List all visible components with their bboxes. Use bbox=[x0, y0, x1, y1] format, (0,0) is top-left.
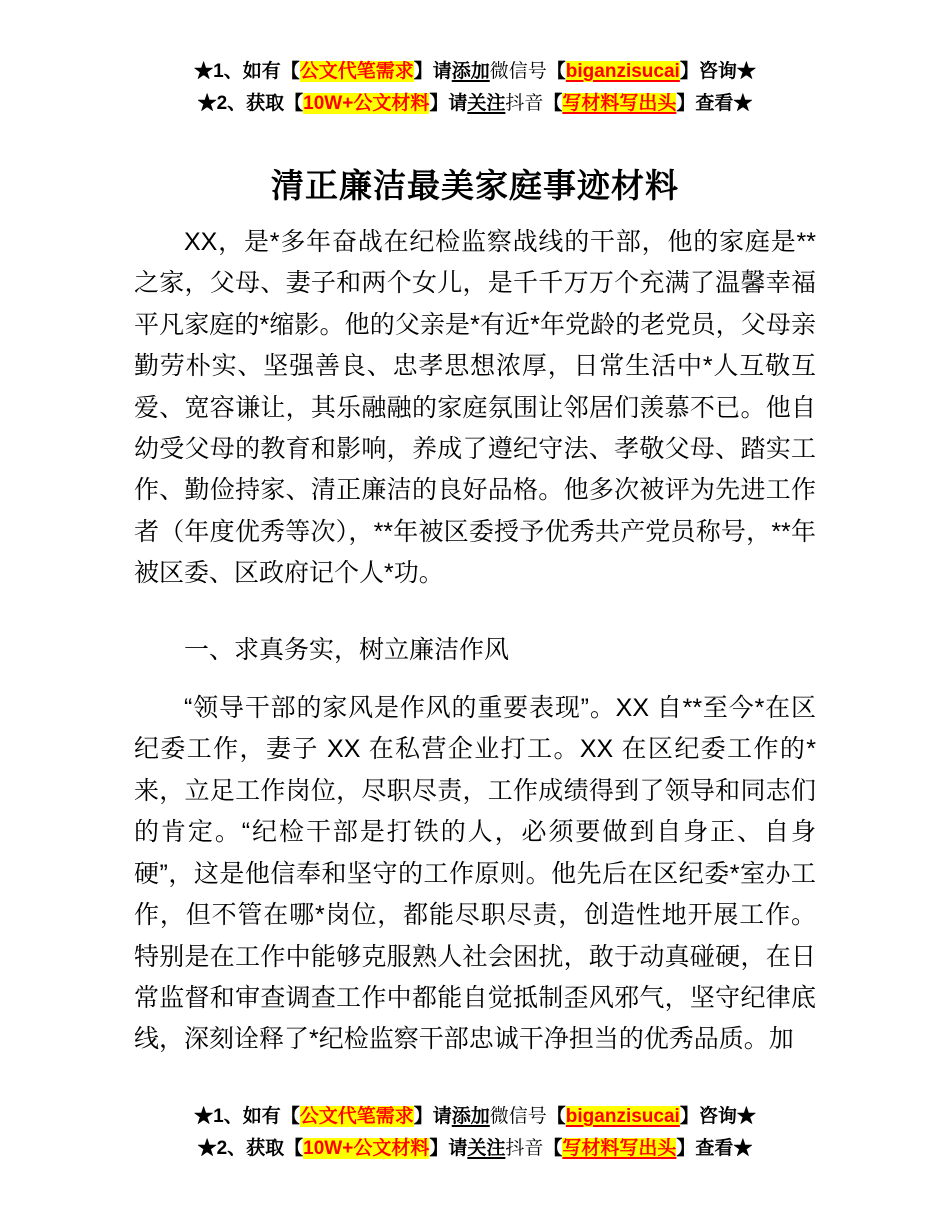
promo-line2-prefix: ★2、获取【 bbox=[197, 93, 304, 114]
promo-line2-underline-follow: 关注 bbox=[467, 93, 506, 114]
document-body bbox=[134, 222, 816, 1061]
promo-line1-suffix: 】咨询★ bbox=[679, 61, 756, 82]
header-promo-line-2 bbox=[0, 88, 950, 120]
promo-line1-bracket: 【 bbox=[546, 1106, 566, 1127]
section-heading-1: 一、求真务实，树立廉洁作风 bbox=[184, 635, 510, 664]
promo-line1-wechat-id: biganzisucai bbox=[565, 1106, 680, 1127]
promo-line2-highlight-material: 10W+公文材料 bbox=[303, 93, 430, 114]
promo-line2-mid1: 】请 bbox=[429, 93, 468, 114]
promo-line2-mid1: 】请 bbox=[429, 1138, 468, 1159]
footer-promo-line-2 bbox=[0, 1133, 950, 1165]
document-title: 清正廉洁最美家庭事迹材料 bbox=[271, 167, 679, 204]
paragraph-intro: XX，是*多年奋战在纪检监察战线的干部，他的家庭是**之家，父母、妻子和两个女儿，是千千万万个充满了温馨幸福平凡家庭的*缩影。他的父亲是*有近*年党龄的老党员，父母亲勤劳朴实、坚强善良、忠孝思想浓厚，日常生活中*人互敬互爱、宽容谦让，其乐融融的家庭氛围让邻居们羡慕不已。他自幼受父母的教育和影响，养成了遵纪守法、孝敬父母、踏实工作、勤俭持家、清正廉洁的良好品格。他多次被评为先进工作者（年度优秀等次），**年被区委授予优秀共产党员称号，**年被区委、区政府记个人*功。 bbox=[134, 228, 816, 588]
promo-line1-wechat-id: biganzisucai bbox=[565, 61, 680, 82]
header-promo-banner bbox=[0, 56, 950, 120]
promo-line2-bracket: 【 bbox=[543, 1138, 563, 1159]
promo-line2-suffix: 】查看★ bbox=[676, 93, 753, 114]
promo-line1-underline-add: 添加 bbox=[451, 1106, 490, 1127]
promo-line1-mid1: 】请 bbox=[413, 1106, 452, 1127]
promo-line1-wechat-label: 微信号 bbox=[489, 1106, 547, 1127]
promo-line2-douyin-label: 抖音 bbox=[505, 93, 544, 114]
header-promo-line-1 bbox=[0, 56, 950, 88]
promo-line2-prefix: ★2、获取【 bbox=[197, 1138, 304, 1159]
footer-promo-line-1 bbox=[0, 1101, 950, 1133]
promo-line2-douyin-id: 写材料写出头 bbox=[562, 1138, 677, 1159]
paragraph-section-1: “领导干部的家风是作风的重要表现”。XX 自**至今*在区纪委工作，妻子 XX 在私营企业打工。XX 在区纪委工作的*来，立足工作岗位，尽职尽责，工作成绩得到了领导和同志们的肯定。“纪检干部是打铁的人，必须要做到自身正、自身硬”，这是他信奉和坚守的工作原则。他先后在区纪委*室办工作，但不管在哪*岗位，都能尽职尽责，创造性地开展工作。特别是在工作中能够克服熟人社会困扰，敢于动真碰硬，在日常监督和审查调查工作中都能自觉抵制歪风邪气，坚守纪律底线，深刻诠释了*纪检监察干部忠诚干净担当的优秀品质。加 bbox=[134, 694, 816, 1054]
promo-line2-bracket: 【 bbox=[543, 93, 563, 114]
promo-line1-bracket: 【 bbox=[546, 61, 566, 82]
promo-line2-highlight-material: 10W+公文材料 bbox=[303, 1138, 430, 1159]
promo-line2-underline-follow: 关注 bbox=[467, 1138, 506, 1159]
promo-line1-underline-add: 添加 bbox=[451, 61, 490, 82]
promo-line1-mid1: 】请 bbox=[413, 61, 452, 82]
footer-promo-banner bbox=[0, 1101, 950, 1165]
promo-line1-prefix: ★1、如有【 bbox=[194, 61, 300, 82]
promo-line1-highlight-service: 公文代笔需求 bbox=[299, 1106, 414, 1127]
promo-line1-prefix: ★1、如有【 bbox=[194, 1106, 300, 1127]
promo-line1-suffix: 】咨询★ bbox=[679, 1106, 756, 1127]
promo-line1-highlight-service: 公文代笔需求 bbox=[299, 61, 414, 82]
promo-line2-douyin-id: 写材料写出头 bbox=[562, 93, 677, 114]
promo-line2-douyin-label: 抖音 bbox=[505, 1138, 544, 1159]
promo-line2-suffix: 】查看★ bbox=[676, 1138, 753, 1159]
promo-line1-wechat-label: 微信号 bbox=[489, 61, 547, 82]
